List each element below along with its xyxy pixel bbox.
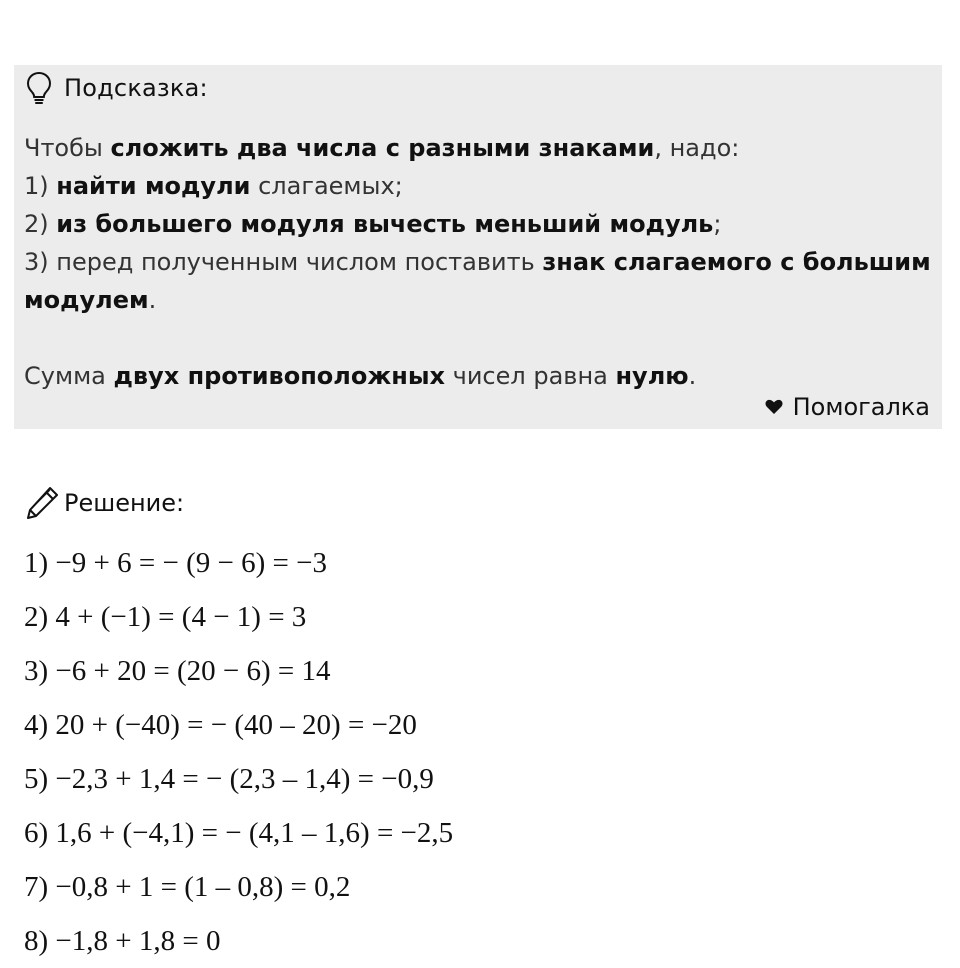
text: Сумма: [24, 362, 114, 390]
bold-text: из большего модуля вычесть меньший модуль: [56, 210, 714, 238]
solution-line: 6) 1,6 + (−4,1) = − (4,1 – 1,6) = −2,5: [24, 817, 454, 849]
spacer: [24, 319, 932, 357]
text: 2): [24, 210, 57, 238]
solution-title: Решение:: [64, 489, 185, 517]
text: ;: [713, 210, 722, 238]
solution-line: 4) 20 + (−40) = − (40 – 20) = −20: [24, 709, 417, 741]
text: .: [688, 362, 697, 390]
bold-text: найти модули: [56, 172, 251, 200]
heart-icon: [765, 399, 783, 415]
bold-text: двух противоположных: [113, 362, 446, 390]
solution-header: [24, 485, 184, 521]
hint-line-4: [24, 243, 932, 319]
hint-body: [24, 129, 932, 395]
text: .: [148, 286, 157, 314]
bold-text: сложить два числа с разными знаками: [110, 134, 655, 162]
text: слагаемых;: [250, 172, 403, 200]
bold-text: знак слагаемого с большим модулем: [24, 248, 931, 314]
solution-line: 5) −2,3 + 1,4 = − (2,3 – 1,4) = −0,9: [24, 763, 434, 795]
text: , надо:: [654, 134, 740, 162]
hint-line-3: [24, 205, 932, 243]
solution-lines: [24, 536, 453, 968]
solution-line: 1) −9 + 6 = − (9 − 6) = −3: [24, 547, 327, 579]
hint-line-2: [24, 167, 932, 205]
solution-line: 7) −0,8 + 1 = (1 – 0,8) = 0,2: [24, 871, 351, 903]
text: чисел равна: [445, 362, 616, 390]
hint-box: [14, 65, 942, 429]
hint-header: [26, 71, 208, 105]
credit: [765, 393, 930, 421]
hint-line-1: [24, 129, 932, 167]
text: 1): [24, 172, 57, 200]
text: Чтобы: [24, 134, 111, 162]
bold-text: нулю: [615, 362, 689, 390]
hint-title: Подсказка:: [64, 74, 208, 102]
solution-line: 2) 4 + (−1) = (4 − 1) = 3: [24, 601, 307, 633]
solution-line: 8) −1,8 + 1,8 = 0: [24, 925, 221, 957]
hint-line-5: [24, 357, 932, 395]
pencil-icon: [24, 485, 60, 521]
text: 3) перед полученным числом поставить: [24, 248, 543, 276]
solution-line: 3) −6 + 20 = (20 − 6) = 14: [24, 655, 331, 687]
credit-label: Помогалка: [792, 393, 930, 421]
lightbulb-icon: [26, 71, 52, 105]
